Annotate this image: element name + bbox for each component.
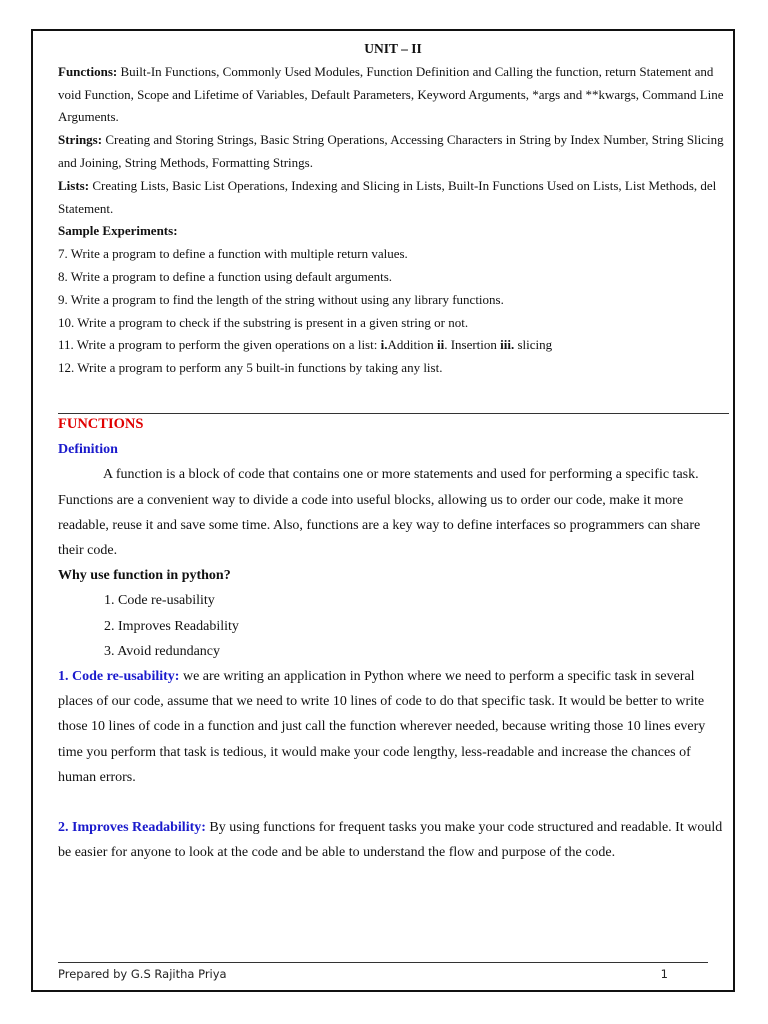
experiment-item-11 <box>58 334 728 357</box>
functions-text: Built-In Functions, Commonly Used Modules, Function Definition and Calling the function, return Statement and void Function, Scope and Lifetime of Variables, Default Parameters, Keyword Arguments, *args and **kwargs, Command Line Arguments. <box>58 63 724 125</box>
list-item: 3. Avoid redundancy <box>104 643 220 659</box>
page-footer <box>58 967 668 981</box>
list-item: 2. Improves Readability <box>104 618 239 634</box>
exp11-ii-text: . Insertion <box>444 337 501 353</box>
syllabus-section <box>58 38 728 380</box>
strings-topics <box>58 129 728 175</box>
paragraph-gap <box>58 790 728 815</box>
experiment-item: 10. Write a program to check if the substring is present in a given string or not. <box>58 314 469 330</box>
definition-heading: Definition <box>58 442 118 458</box>
unit-title: UNIT – II <box>364 41 422 56</box>
lists-label: Lists: <box>58 177 90 193</box>
experiment-item: 7. Write a program to define a function with multiple return values. <box>58 246 408 262</box>
exp11-ii-label: ii <box>436 337 445 353</box>
strings-label: Strings: <box>58 132 103 148</box>
lists-text: Creating Lists, Basic List Operations, Indexing and Slicing in Lists, Built-In Functions Used on Lists, List Methods, del Statement. <box>58 177 717 216</box>
exp11-iii-text: slicing <box>514 337 553 353</box>
exp11-prefix: 11. Write a program to perform the given operations on a list: <box>58 337 381 353</box>
experiment-item: 9. Write a program to find the length of the string without using any library functions. <box>58 291 504 307</box>
exp11-i-label: i. <box>380 337 388 353</box>
functions-section <box>58 412 728 866</box>
code-reusability-text: we are writing an application in Python where we need to perform a specific task in several places of our code, assume that we need to write 10 lines of code to do that specific task. It would be better to write those 10 lines of code in a function and just call the function wherever needed, because writing those 10 lines every time you perform that task is tedious, it would make your code lengthy, less-readable and increase the chances of human errors. <box>58 669 706 785</box>
experiment-item-12: 12. Write a program to perform any 5 built-in functions by taking any list. <box>58 360 443 376</box>
functions-heading: FUNCTIONS <box>58 416 144 432</box>
footer-author: Prepared by G.S Rajitha Priya <box>58 967 227 981</box>
lists-topics <box>58 175 728 221</box>
readability-text: By using functions for frequent tasks you make your code structured and readable. It would be easier for anyone to look at the code and be able to understand the flow and purpose of the code. <box>58 820 723 861</box>
code-reusability-label: 1. Code re-usability: <box>58 669 180 685</box>
code-reusability-paragraph <box>58 664 728 790</box>
strings-text: Creating and Storing Strings, Basic String Operations, Accessing Characters in String by Index Number, String Slicing and Joining, String Methods, Formatting Strings. <box>58 132 724 170</box>
exp11-iii-label: iii. <box>500 337 515 353</box>
page-number: 1 <box>660 967 668 981</box>
list-item: 1. Code re-usability <box>104 593 215 609</box>
reasons-list <box>58 588 728 664</box>
functions-label: Functions: <box>58 63 118 79</box>
readability-label: 2. Improves Readability: <box>58 820 206 836</box>
footer-divider <box>58 962 708 963</box>
exp11-i-text: Addition <box>387 337 437 353</box>
readability-paragraph <box>58 815 728 865</box>
sample-experiments-heading: Sample Experiments: <box>58 223 178 239</box>
functions-topics <box>58 61 728 129</box>
definition-paragraph: A function is a block of code that contains one or more statements and used for performing a specific task. Functions are a convenient way to divide a code into useful blocks, allowing us to order our code, make it more readable, reuse it and save some time. Also, functions are a key way to define interfaces so programmers can share their code. <box>58 467 701 559</box>
experiment-item: 8. Write a program to define a function using default arguments. <box>58 268 393 284</box>
why-heading: Why use function in python? <box>58 568 231 584</box>
